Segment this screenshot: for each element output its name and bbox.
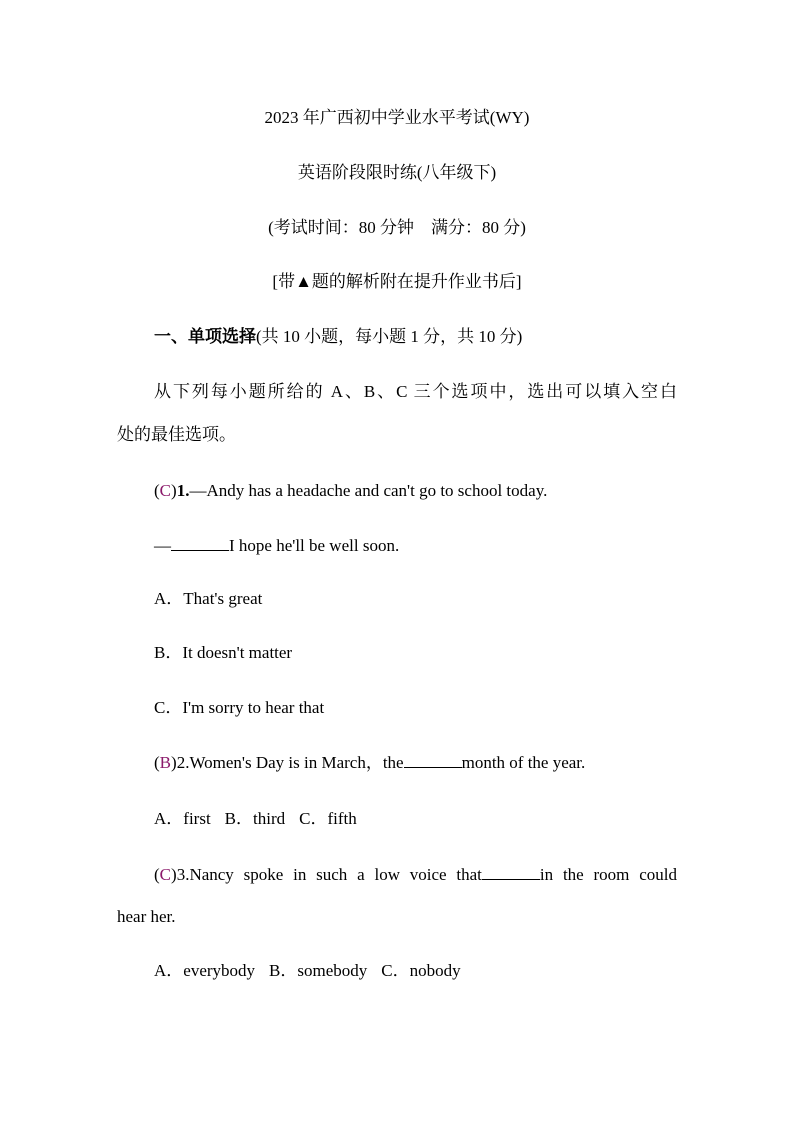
question-1-response bbox=[154, 535, 399, 557]
section-instruction-line1: 从下列每小题所给的 A、B、C 三个选项中，选出可以填入空白 bbox=[154, 382, 677, 401]
question-1-number: 1. bbox=[176, 481, 190, 500]
answer-paren-close: ) bbox=[171, 753, 177, 772]
exam-info: (考试时间：80 分钟 满分：80 分) bbox=[268, 218, 526, 237]
section-instruction-line2: 处的最佳选项。 bbox=[117, 425, 236, 444]
section-heading-title: 一、单项选择 bbox=[154, 327, 256, 346]
question-1-option-b: B．It doesn't matter bbox=[154, 643, 293, 662]
question-2-text-before: Women's Day is in March，the bbox=[189, 753, 404, 772]
question-3-option-b: B．somebody bbox=[269, 961, 368, 980]
exam-title: 2023 年广西初中学业水平考试(WY) bbox=[264, 108, 530, 127]
analysis-note: [带▲题的解析附在提升作业书后] bbox=[272, 272, 522, 291]
question-1-response-text: I hope he'll be well soon. bbox=[229, 536, 400, 555]
question-2-option-a: A．first bbox=[154, 809, 211, 828]
question-3-option-c: C．nobody bbox=[381, 961, 461, 980]
answer-paren-close: ) bbox=[171, 481, 177, 500]
question-1-answer: C bbox=[159, 481, 172, 500]
question-1-option-c: C．I'm sorry to hear that bbox=[154, 698, 325, 717]
question-3-text-before: Nancy spoke in such a low voice that bbox=[189, 865, 482, 884]
question-2-blank bbox=[404, 752, 462, 768]
question-2-option-b: B．third bbox=[224, 809, 286, 828]
question-1-text: —Andy has a headache and can't go to school today. bbox=[189, 481, 548, 500]
question-3-number: 3. bbox=[176, 865, 190, 884]
question-2-options bbox=[154, 808, 357, 830]
question-2-text-after: month of the year. bbox=[461, 753, 586, 772]
exam-subtitle: 英语阶段限时练(八年级下) bbox=[297, 163, 497, 182]
section-heading bbox=[154, 326, 522, 348]
question-2-stem bbox=[154, 752, 585, 774]
question-3-option-a: A．everybody bbox=[154, 961, 256, 980]
question-1-stem bbox=[154, 480, 547, 502]
question-1-dash: — bbox=[154, 536, 171, 555]
question-1-blank bbox=[171, 535, 229, 551]
answer-paren-close: ) bbox=[171, 865, 177, 884]
question-2-option-c: C．fifth bbox=[299, 809, 357, 828]
question-3-options bbox=[154, 960, 461, 982]
answer-paren-open: ( bbox=[154, 865, 160, 884]
question-3-text-after: in the room could bbox=[539, 865, 677, 884]
question-3-stem-line2: hear her. bbox=[117, 907, 176, 926]
question-3-answer: C bbox=[159, 865, 172, 884]
question-1-option-a: A．That's great bbox=[154, 589, 263, 608]
section-heading-detail: (共 10 小题，每小题 1 分，共 10 分) bbox=[256, 327, 523, 346]
question-3-blank bbox=[482, 864, 540, 880]
answer-paren-open: ( bbox=[154, 481, 160, 500]
question-3-stem bbox=[154, 864, 677, 886]
question-2-number: 2. bbox=[176, 753, 190, 772]
question-2-answer: B bbox=[159, 753, 172, 772]
answer-paren-open: ( bbox=[154, 753, 160, 772]
